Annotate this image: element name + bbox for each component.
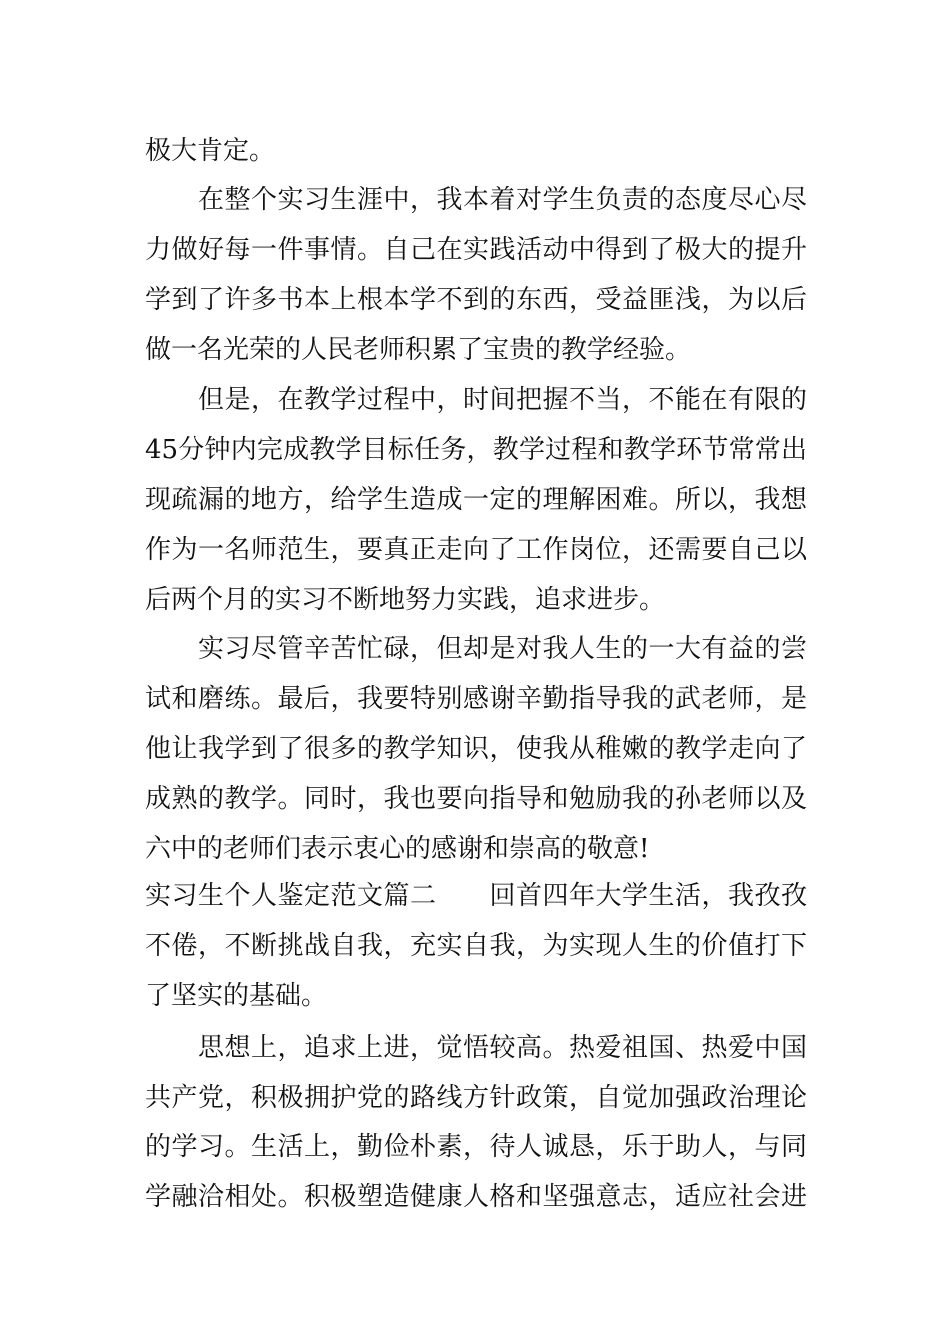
text-line-10: 后两个月的实习不断地努力实践，追求进步。 bbox=[145, 585, 666, 615]
text-line-20: 共产党，积极拥护党的路线方针政策，自觉加强政治理论 bbox=[145, 1083, 807, 1113]
text-line-18: 了坚实的基础。 bbox=[145, 981, 328, 1011]
section-heading-line: 实习生个人鉴定范文篇二 回首四年大学生活，我孜孜 bbox=[145, 881, 807, 911]
text-line-3: 力做好每一件事情。自己在实践活动中得到了极大的提升 bbox=[145, 235, 807, 265]
text-line-5: 做一名光荣的人民老师积累了宝贵的教学经验。 bbox=[145, 335, 692, 365]
text-line-19: 思想上，追求上进，觉悟较高。热爱祖国、热爱中国 bbox=[198, 1033, 807, 1063]
text-line-21: 的学习。生活上，勤俭朴素，待人诚恳，乐于助人，与同 bbox=[145, 1132, 807, 1162]
text-line-2: 在整个实习生涯中，我本着对学生负责的态度尽心尽 bbox=[198, 185, 807, 215]
text-line-13: 他让我学到了很多的教学知识，使我从稚嫩的教学走向了 bbox=[145, 734, 807, 764]
text-line-17: 不倦，不断挑战自我，充实自我，为实现人生的价值打下 bbox=[145, 931, 807, 961]
text-line-4: 学到了许多书本上根本学不到的东西，受益匪浅，为以后 bbox=[145, 285, 807, 315]
text-line-22: 学融洽相处。积极塑造健康人格和坚强意志，适应社会进 bbox=[145, 1182, 807, 1212]
text-line-1: 极大肯定。 bbox=[145, 136, 276, 166]
text-line-6: 但是，在教学过程中，时间把握不当，不能在有限的 bbox=[198, 385, 807, 415]
text-line-12: 试和磨练。最后，我要特别感谢辛勤指导我的武老师，是 bbox=[145, 684, 807, 714]
text-line-14: 成熟的教学。同时，我也要向指导和勉励我的孙老师以及 bbox=[145, 784, 807, 814]
text-line-7: 45分钟内完成教学目标任务，教学过程和教学环节常常出 bbox=[145, 435, 807, 465]
text-line-15: 六中的老师们表示衷心的感谢和崇高的敬意! bbox=[145, 834, 650, 864]
text-line-8: 现疏漏的地方，给学生造成一定的理解困难。所以，我想 bbox=[145, 485, 807, 515]
text-line-9: 作为一名师范生，要真正走向了工作岗位，还需要自己以 bbox=[145, 535, 807, 565]
text-line-11: 实习尽管辛苦忙碌，但却是对我人生的一大有益的尝 bbox=[198, 634, 807, 664]
